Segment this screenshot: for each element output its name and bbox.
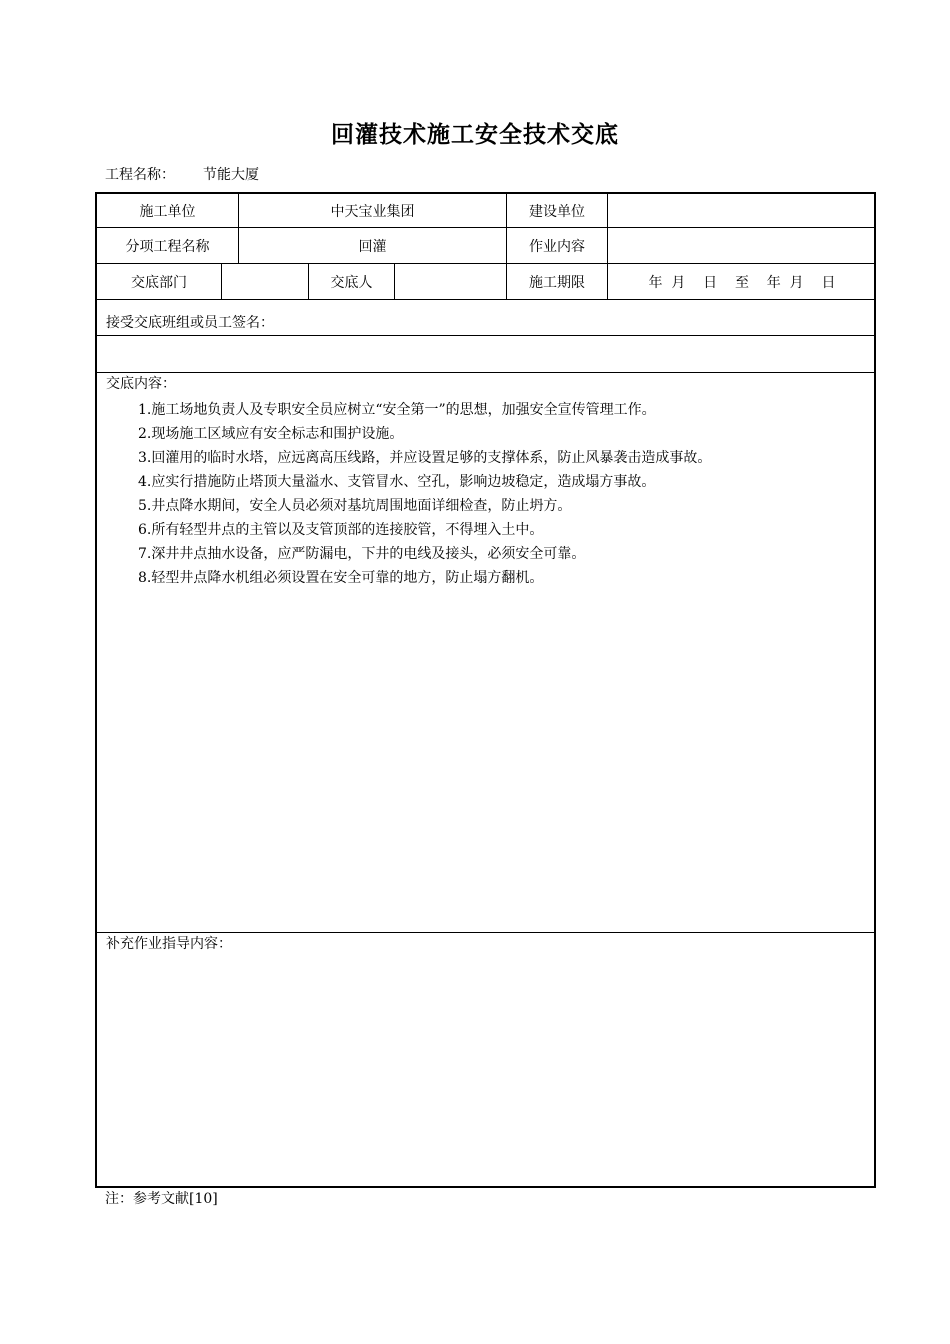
briefing-dept-label: 交底部门: [131, 274, 187, 291]
list-item: 3.回灌用的临时水塔，应远离高压线路，并应设置足够的支撑体系，防止风暴袭击造成事故。: [138, 450, 712, 466]
document-title: 回灌技术施工安全技术交底: [331, 121, 619, 148]
briefing-form: [95, 192, 876, 1188]
briefing-person-value: [395, 264, 506, 299]
work-content-label: 作业内容: [529, 238, 585, 255]
signature-label: 接受交底班组或员工签名：: [106, 315, 274, 331]
project-name-value: 节能大厦: [203, 167, 259, 183]
row-divider: [97, 335, 874, 336]
subproject-label: 分项工程名称: [125, 238, 210, 255]
list-item: 2.现场施工区域应有安全标志和围护设施。: [138, 426, 404, 442]
construction-period-label: 施工期限: [529, 274, 585, 291]
briefing-dept-value: [222, 264, 308, 299]
subproject-value: 回灌: [358, 238, 387, 255]
list-item: 1.施工场地负责人及专职安全员应树立“安全第一”的思想，加强安全宣传管理工作。: [138, 402, 656, 418]
construction-unit-label: 施工单位: [139, 204, 196, 220]
list-item: 4.应实行措施防止塔顶大量溢水、支管冒水、空孔，影响边坡稳定，造成塌方事故。: [138, 474, 656, 490]
work-content-value: [608, 228, 876, 263]
row-divider: [97, 372, 874, 373]
briefing-content-label: 交底内容：: [106, 376, 176, 392]
construction-period-value: 年 月 日 至 年 月 日: [648, 274, 836, 291]
project-name-line: [105, 164, 259, 184]
construction-unit-value: 中天宝业集团: [330, 204, 415, 220]
list-item: 7.深井井点抽水设备，应严防漏电，下井的电线及接头，必须安全可靠。: [138, 546, 586, 562]
row-divider: [97, 299, 874, 300]
supplement-label: 补充作业指导内容：: [106, 936, 232, 952]
owner-unit-label: 建设单位: [529, 204, 585, 220]
reference-note: 注：参考文献[10]: [105, 1191, 218, 1207]
project-name-label: 工程名称：: [105, 167, 175, 183]
list-item: 6.所有轻型井点的主管以及支管顶部的连接胶管，不得埋入土中。: [138, 522, 544, 538]
briefing-person-label: 交底人: [330, 274, 373, 291]
list-item: 5.井点降水期间，安全人员必须对基坑周围地面详细检查，防止坍方。: [138, 498, 572, 514]
briefing-content-list: [138, 398, 711, 590]
owner-unit-value: [608, 194, 876, 228]
list-item: 8.轻型井点降水机组必须设置在安全可靠的地方，防止塌方翻机。: [138, 570, 544, 586]
